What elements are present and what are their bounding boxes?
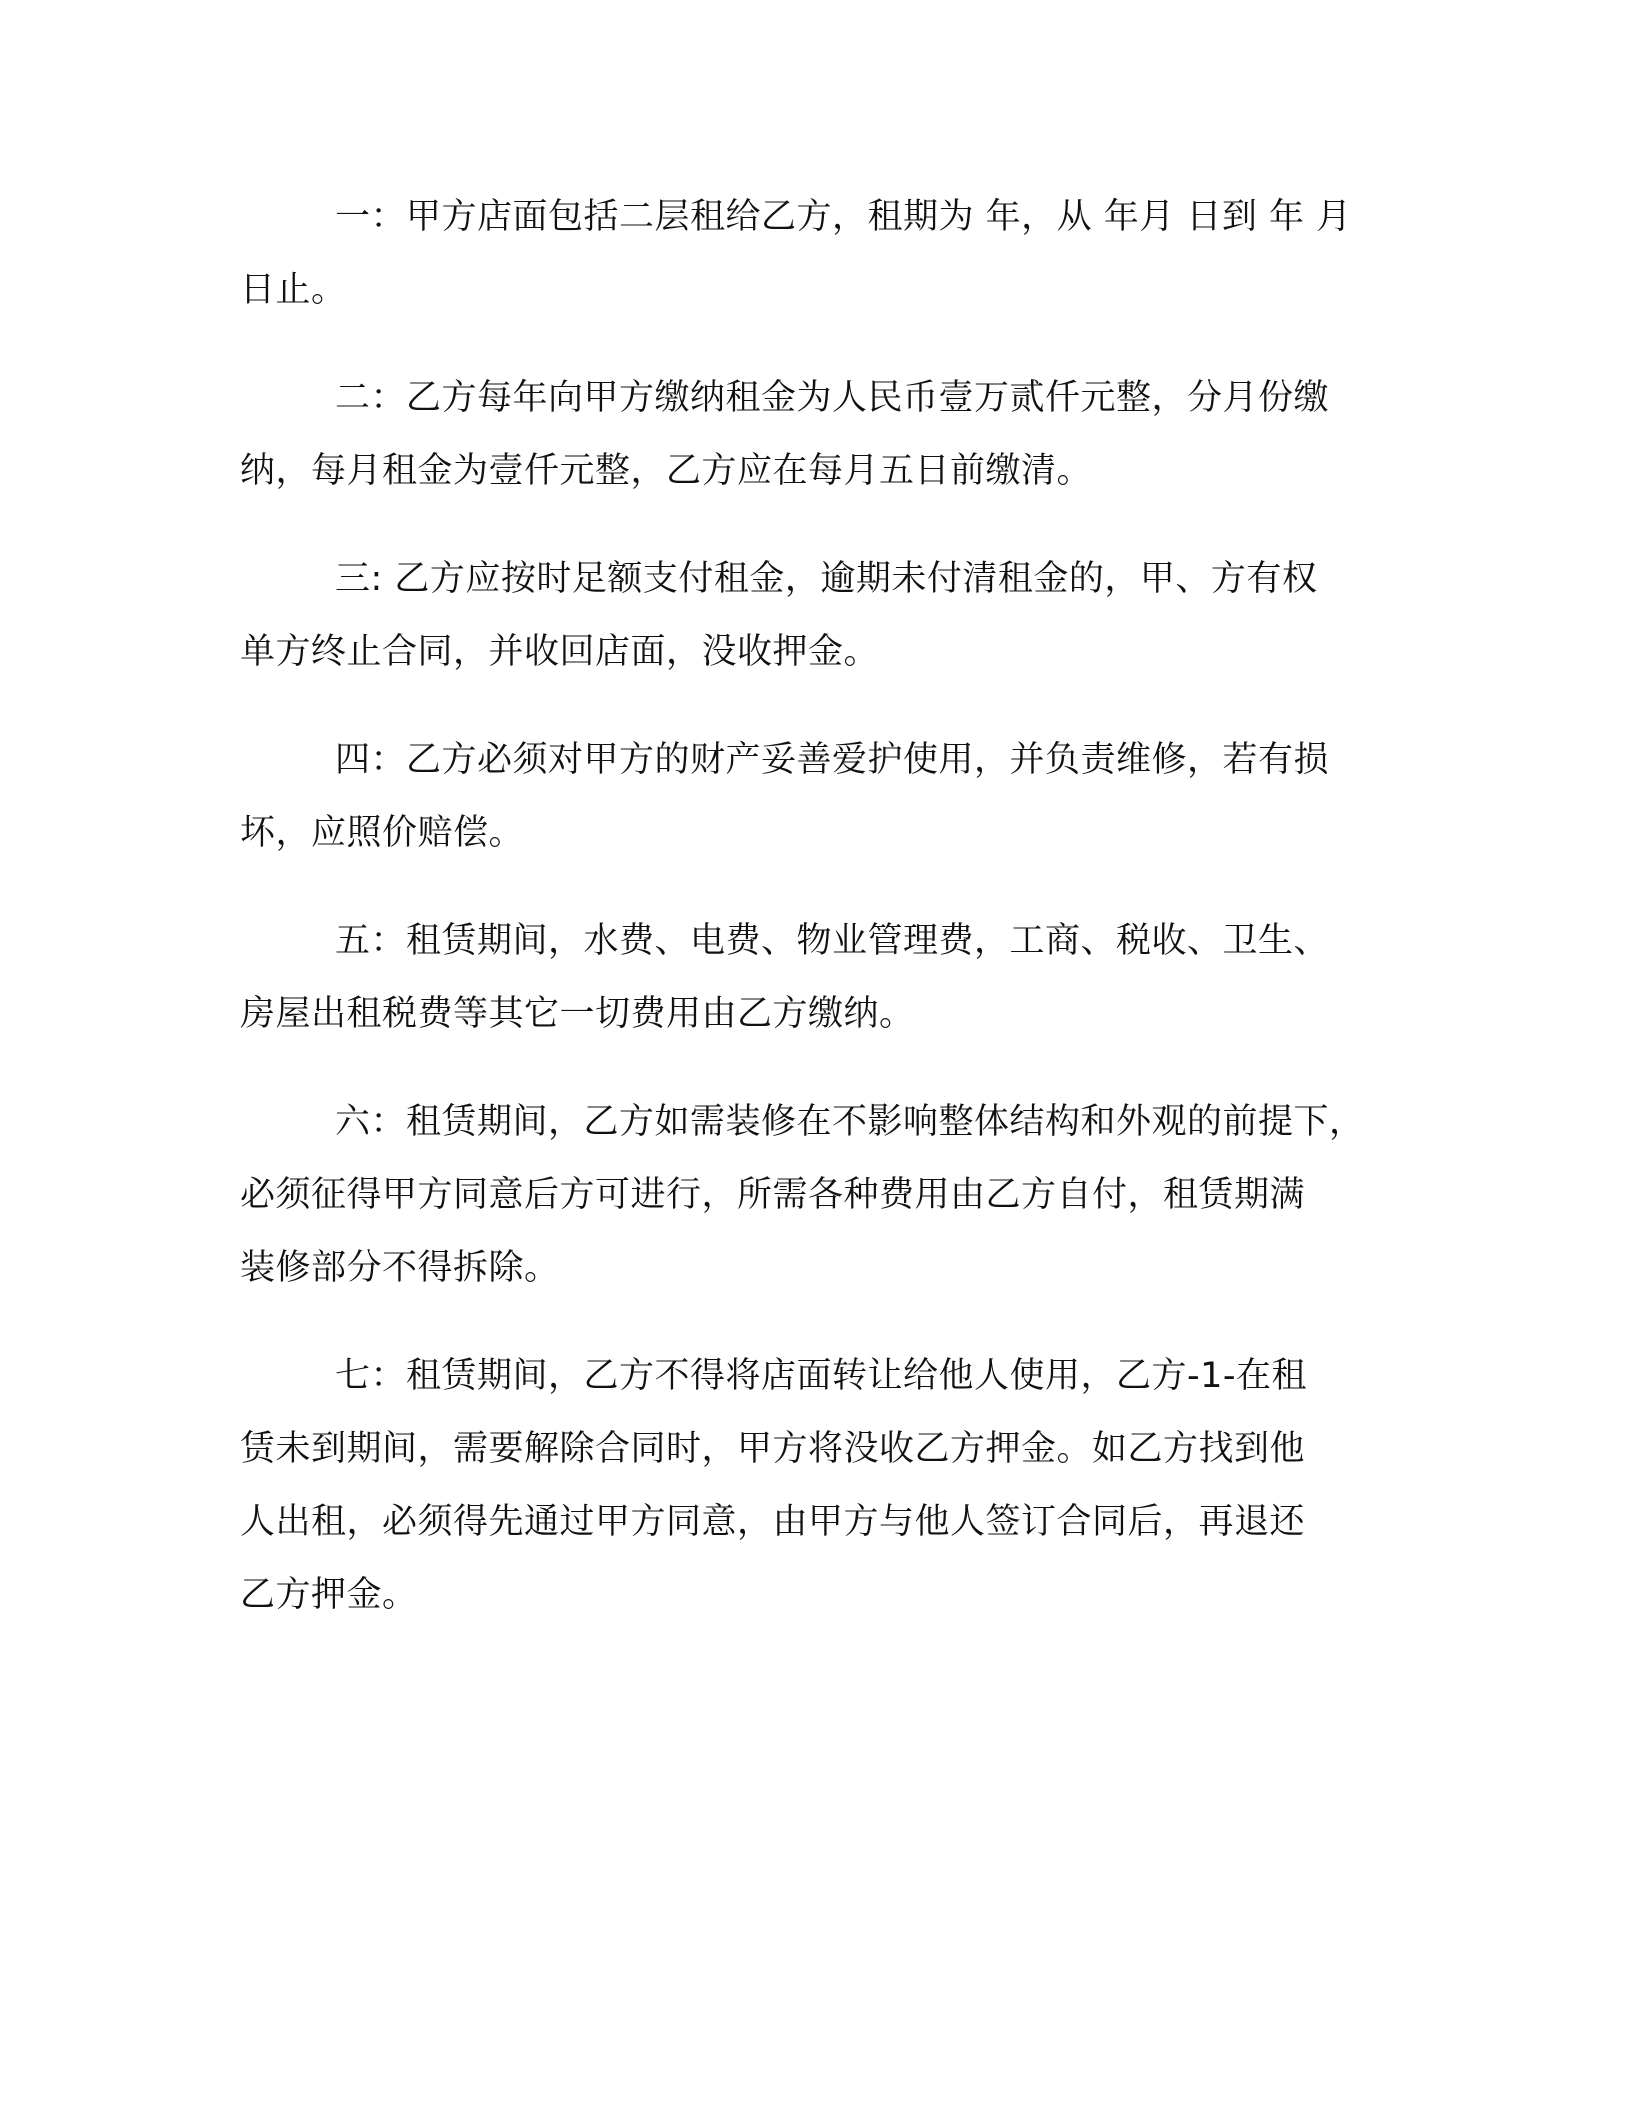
clause-line: 坏，应照价赔偿。 <box>240 813 525 853</box>
clause-line: 乙方押金。 <box>240 1575 418 1615</box>
clause-line: 日止。 <box>240 270 347 310</box>
clause-line: 赁未到期间，需要解除合同时，甲方将没收乙方押金。如乙方找到他 <box>240 1429 1306 1469</box>
clause-7 <box>240 1340 1400 1632</box>
clause-line: 必须征得甲方同意后方可进行，所需各种费用由乙方自付，租赁期满 <box>240 1175 1306 1215</box>
clause-line: 纳，每月租金为壹仟元整，乙方应在每月五日前缴清。 <box>240 451 1093 491</box>
clause-1 <box>240 181 1400 327</box>
clause-line: 装修部分不得拆除。 <box>240 1248 560 1288</box>
clause-6 <box>240 1086 1400 1305</box>
clause-line: 一：甲方店面包括二层租给乙方，租期为 年，从 年月 日到 年 月 <box>335 197 1352 237</box>
clause-4 <box>240 724 1400 870</box>
clause-line: 三: 乙方应按时足额支付租金，逾期未付清租金的，甲、方有权 <box>335 559 1318 599</box>
clause-line: 房屋出租税费等其它一切费用由乙方缴纳。 <box>240 994 915 1034</box>
clause-line: 四：乙方必须对甲方的财产妥善爱护使用，并负责维修，若有损 <box>335 740 1330 780</box>
clause-5 <box>240 905 1400 1051</box>
clause-2 <box>240 362 1400 508</box>
clause-line: 二：乙方每年向甲方缴纳租金为人民币壹万贰仟元整，分月份缴 <box>335 378 1330 418</box>
clause-line: 单方终止合同，并收回店面，没收押金。 <box>240 632 880 672</box>
clause-3 <box>240 543 1400 689</box>
clause-line: 五：租赁期间，水费、电费、物业管理费，工商、税收、卫生、 <box>335 921 1330 961</box>
clause-line: 七：租赁期间，乙方不得将店面转让给他人使用，乙方-1-在租 <box>335 1356 1308 1396</box>
clause-line: 人出租，必须得先通过甲方同意，由甲方与他人签订合同后，再退还 <box>240 1502 1306 1542</box>
clause-line: 六：租赁期间，乙方如需装修在不影响整体结构和外观的前提下， <box>335 1102 1365 1142</box>
